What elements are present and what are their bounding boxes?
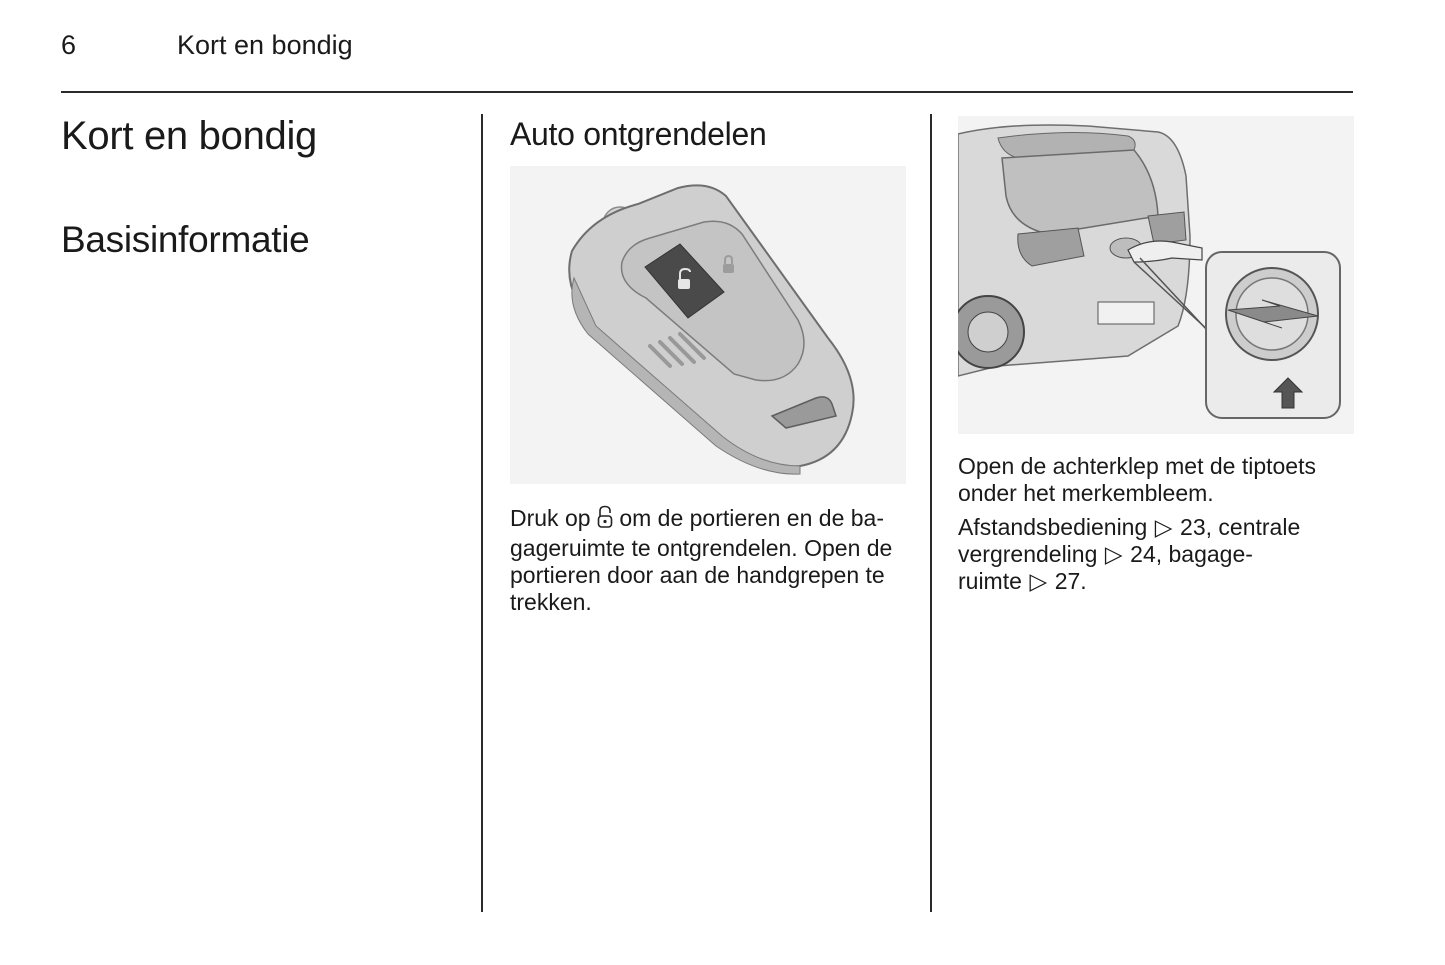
section-title: Kort en bondig xyxy=(61,114,317,158)
reference-label: ruimte xyxy=(958,568,1022,594)
reference-page[interactable]: 23, centrale xyxy=(1180,514,1301,540)
unlock-icon xyxy=(597,505,613,535)
paragraph-text: gageruimte te ontgrendelen. Open de xyxy=(510,535,893,561)
column-divider-1 xyxy=(481,114,483,912)
page-reference-arrow-icon: ▷ xyxy=(1154,514,1173,540)
header-rule xyxy=(61,91,1353,93)
subsection-title: Basisinformatie xyxy=(61,219,310,260)
page-reference-arrow-icon: ▷ xyxy=(1104,541,1123,567)
column-divider-2 xyxy=(930,114,932,912)
running-title: Kort en bondig xyxy=(177,30,353,60)
reference-label: vergrendeling xyxy=(958,541,1098,567)
unlock-paragraph xyxy=(510,505,910,616)
paragraph-text: Open de achterklep met de tiptoets xyxy=(958,453,1316,479)
car-rear-tailgate-illustration xyxy=(958,116,1354,434)
paragraph-text: trekken. xyxy=(510,589,592,615)
topic-heading: Auto ontgrendelen xyxy=(510,116,767,152)
reference-label: Afstandsbediening xyxy=(958,514,1148,540)
reference-page[interactable]: 24, bagage- xyxy=(1130,541,1253,567)
reference-page[interactable]: 27. xyxy=(1054,568,1087,594)
paragraph-text: om de portieren en de ba- xyxy=(619,505,884,531)
car-key-fob-illustration xyxy=(510,166,906,484)
cross-reference-paragraph xyxy=(958,514,1358,595)
paragraph-text: Druk op xyxy=(510,505,591,531)
paragraph-text: portieren door aan de handgrepen te xyxy=(510,562,885,588)
page-number: 6 xyxy=(61,30,77,60)
tailgate-paragraph xyxy=(958,453,1358,507)
page-reference-arrow-icon: ▷ xyxy=(1029,568,1048,594)
paragraph-text: onder het merkembleem. xyxy=(958,480,1214,506)
